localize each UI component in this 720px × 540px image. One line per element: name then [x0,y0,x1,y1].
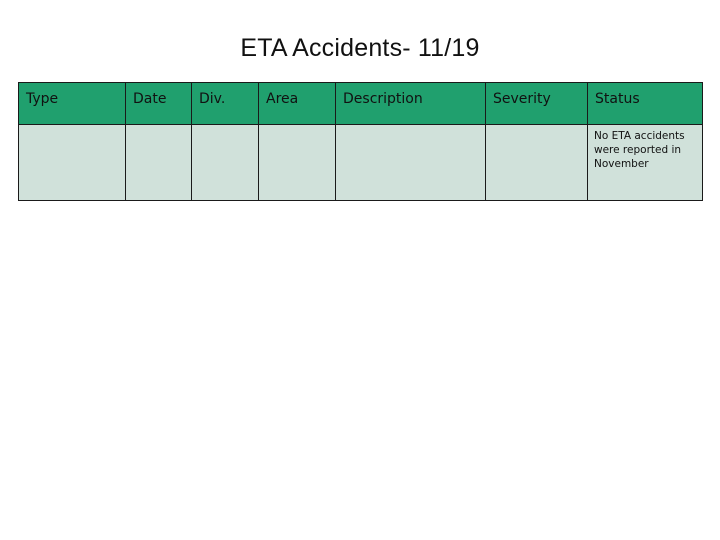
table-row [19,125,703,201]
cell-area [259,125,336,201]
table-header-row [19,83,703,125]
column-header-area: Area [259,83,336,125]
cell-div [192,125,259,201]
cell-type [19,125,126,201]
cell-description [336,125,486,201]
column-header-div: Div. [192,83,259,125]
cell-date [126,125,192,201]
column-header-severity: Severity [486,83,588,125]
cell-severity [486,125,588,201]
column-header-type: Type [19,83,126,125]
column-header-description: Description [336,83,486,125]
accidents-table [18,82,703,201]
cell-status: No ETA accidents were reported in November [588,125,703,201]
column-header-status: Status [588,83,703,125]
column-header-date: Date [126,83,192,125]
slide-title: ETA Accidents- 11/19 [240,34,480,62]
